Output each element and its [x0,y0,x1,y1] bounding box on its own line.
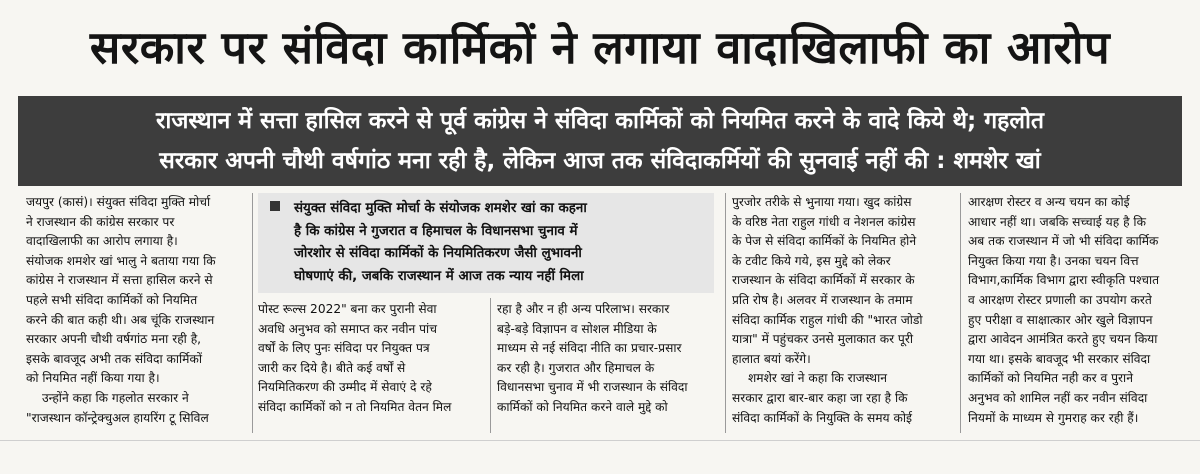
column-line: नियमों के माध्यम से गुमराह कर रही हैं। [968,410,1139,425]
column-line: माध्यम से नई संविदा नीति का प्रचार-प्रसार [497,341,682,356]
pull-quote-box [258,193,714,293]
pull-quote-line: संयुक्त संविदा मुक्ति मोर्चा के संयोजक शमशेर खां का कहना [294,201,587,216]
article-column-1 [26,193,248,428]
column-paragraph-start [26,389,248,409]
column-line: वर्षों के लिए पुनः संविदा पर नियुक्त पत्र [258,341,430,356]
column-line: के पेज से संविदा कार्मिकों के नियमित होने [732,234,917,249]
column-line: के वरिष्ठ नेता राहुल गांधी व नेशनल कांग्रेस [732,214,916,229]
square-bullet-icon [270,201,280,211]
column-paragraph-start [732,369,952,389]
column-line: व आरक्षण रोस्टर प्रणाली का उपयोग करते [968,292,1152,307]
column-line: अनुभव को शामिल नहीं कर नवीन संविदा [968,390,1148,405]
bottom-rule [0,440,1200,441]
column-divider [960,193,961,433]
column-line: आरक्षण रोस्टर व अन्य चयन का कोई [968,195,1130,209]
column-line: कर रही है। गुजरात और हिमाचल के [497,360,655,375]
column-line: नियमितिकरण की उम्मीद में सेवाएं दे रहे [258,380,432,395]
column-divider [490,298,491,433]
column-line: द्वारा आवेदन आमंत्रित करते हुए चयन किया [968,332,1158,347]
column-line: करने की बात कही थी। अब चूंकि राजस्थान [26,312,215,327]
column-line: पहले सभी संविदा कार्मिकों को नियमित [26,292,198,307]
subheadline-line-1: राजस्थान में सत्ता हासिल करने से पूर्व कांग्रेस ने संविदा कार्मिकों को नियमित करने के वादे किये थे; गहलोत [155,108,1045,134]
column-line: अवधि अनुभव को समाप्त कर नवीन पांच [258,321,437,336]
column-line: उन्होंने कहा कि गहलोत सरकार ने [42,390,189,405]
column-divider [725,193,726,433]
subheadline-line-2: सरकार अपनी चौथी वर्षगांठ मना रही है, लेकिन आज तक संविदाकर्मियों की सुनवाई नहीं की : शमशेर खां [159,148,1041,174]
column-line: रहा है और न ही अन्य परिलाभ। सरकार [497,302,670,316]
column-line: "राजस्थान कॉन्ट्रेक्चुअल हायरिंग टू सिविल [26,410,209,425]
column-line: नियुक्त किया गया है। उनका चयन वित्त [968,253,1139,268]
column-line: सरकार अपनी चौथी वर्षगांठ मना रही है, [26,332,202,347]
column-line: यात्रा" में पहुंचकर उनसे मुलाकात कर पूरी [732,332,913,347]
column-line: संयोजक शमशेर खां भालु ने बताया गया कि [26,253,216,268]
column-line: कार्मिकों को नियमित नही कर व पुराने [968,371,1133,386]
column-line: जयपुर (कासं)। संयुक्त संविदा मुक्ति मोर्चा [26,195,211,209]
column-line: शमशेर खां ने कहा कि राजस्थान [748,371,888,386]
column-line: विभाग,कार्मिक विभाग द्वारा स्वीकृति पश्चात [968,273,1160,288]
column-line: संविदा कार्मिकों के नियुक्ति के समय कोई [732,410,912,425]
subheadline-banner [18,96,1182,186]
column-line: विधानसभा चुनाव में भी राजस्थान के संविदा [497,380,688,395]
column-line: अब तक राजस्थान में जो भी संविदा कार्मिक [968,234,1159,249]
article-column-3 [497,300,715,418]
column-line: ने राजस्थान की कांग्रेस सरकार पर [26,214,175,229]
article-column-5 [968,193,1178,428]
column-line: जारी कर दिये है। बीते कई वर्षों से [258,360,406,375]
column-line: हुए परीक्षा व साक्षात्कार ओर खुले विज्ञापन [968,312,1153,327]
column-line: बड़े-बड़े विज्ञापन व सोशल मीडिया के [497,321,657,336]
pull-quote-line: घोषणाएं की, जबकि राजस्थान में आज तक न्याय नहीं मिला [294,268,584,284]
column-line: सरकार द्वारा बार-बार कहा जा रहा है कि [732,390,908,405]
article-column-4 [732,193,952,428]
column-line: प्रति रोष है। अलवर में राजस्थान के तमाम [732,292,913,307]
pull-quote-line: जोरशोर से संविदा कार्मिकों के नियमितिकरण जैसी लुभावनी [294,246,582,261]
pull-quote-line: है कि कांग्रेस ने गुजरात व हिमाचल के विधानसभा चुनाव में [294,223,578,239]
column-line: के टवीट किये गये, इस मुद्दे को लेकर [732,253,891,268]
column-line: पोस्ट रूल्स 2022" बना कर पुरानी सेवा [258,302,437,316]
column-line: हालात बयां करेंगे। [732,351,811,366]
column-line: कांग्रेस ने राजस्थान में सत्ता हासिल करने से [26,273,213,288]
column-line: कार्मिकों को नियमित करने वाले मुद्दे को [497,399,668,414]
column-line: वादाखिलाफी का आरोप लगाया है। [26,234,178,249]
column-divider [252,193,253,433]
column-line: संविदा कार्मिक राहुल गांधी की "भारत जोडो [732,312,923,327]
column-line: गया था। इसके बावजूद भी सरकार संविदा [968,351,1151,366]
column-line: आधार नहीं था। जबकि सच्चाई यह है कि [968,214,1146,229]
column-line: इसके बावजूद अभी तक संविदा कार्मिकों [26,351,202,366]
column-line: संविदा कार्मिकों को न तो नियमित वेतन मिल [258,399,452,414]
column-line: राजस्थान के संविदा कार्मिकों में सरकार के [732,273,915,288]
column-line: पुरजोर तरीके से भुनाया गया। खुद कांग्रेस [732,195,912,209]
column-line: को नियमित नहीं किया गया है। [26,371,160,386]
headline: सरकार पर संविदा कार्मिकों ने लगाया वादाखिलाफी का आरोप [89,21,1111,74]
article-column-2 [258,300,476,418]
